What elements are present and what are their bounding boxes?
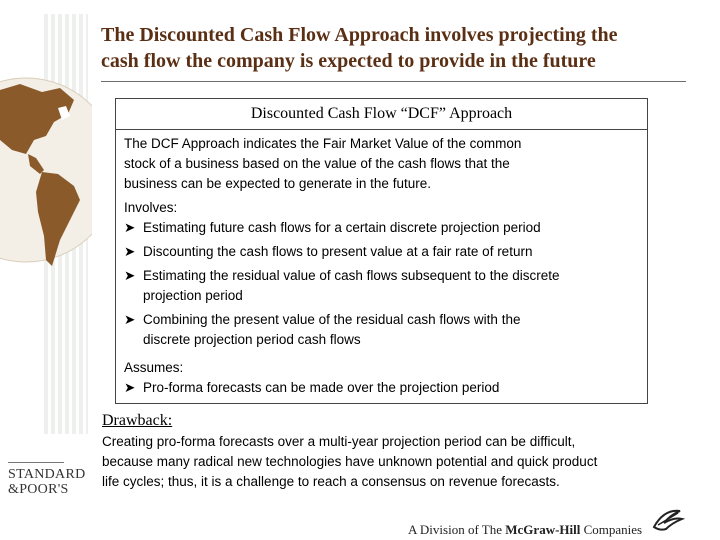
involves-item-text: Estimating the residual value of cash flows subsequent to the discrete [143, 268, 560, 283]
mcgraw-hill-logo-icon [650, 505, 686, 533]
mcgraw-hill-footer [408, 522, 642, 538]
involves-label: Involves: [124, 200, 178, 215]
drawback-heading: Drawback: [102, 412, 173, 429]
arrow-bullet-icon: ➤ [124, 268, 136, 283]
logo-line-1: STANDARD [8, 467, 86, 482]
title-divider [101, 81, 686, 82]
involves-item-text-continued: discrete projection period cash flows [143, 332, 361, 347]
footer-prefix: A Division of The [408, 522, 506, 537]
slide-title-line-2: cash flow the company is expected to provide in the future [101, 50, 596, 72]
footer-suffix: Companies [580, 522, 643, 537]
dcf-box-body [116, 130, 647, 398]
assumes-item [124, 378, 647, 398]
assumes-item-text: Pro-forma forecasts can be made over the projection period [143, 380, 500, 395]
dcf-definition-box [115, 98, 648, 404]
footer-brand: McGraw-Hill [505, 522, 581, 537]
involves-item-text: Estimating future cash flows for a certain discrete projection period [143, 220, 541, 235]
involves-item [124, 218, 647, 238]
decorative-left-strip [0, 0, 92, 540]
logo-rule [8, 462, 64, 463]
arrow-bullet-icon: ➤ [124, 380, 136, 395]
involves-item [124, 266, 647, 306]
slide-title-line-1: The Discounted Cash Flow Approach involves projecting the [101, 24, 618, 46]
dcf-box-heading: Discounted Cash Flow “DCF” Approach [116, 99, 647, 130]
assumes-label: Assumes: [124, 360, 184, 375]
intro-line: business can be expected to generate in the future. [124, 176, 431, 191]
arrow-bullet-icon: ➤ [124, 244, 136, 259]
intro-line: stock of a business based on the value of the cash flows that the [124, 156, 510, 171]
standard-and-poors-logo [8, 462, 88, 497]
involves-item-text: Combining the present value of the residual cash flows with the [143, 312, 521, 327]
drawback-line: life cycles; thus, it is a challenge to reach a consensus on revenue forecasts. [102, 474, 560, 489]
involves-item-text: Discounting the cash flows to present value at a fair rate of return [143, 244, 533, 259]
involves-item [124, 310, 647, 350]
globe-icon [0, 70, 92, 280]
involves-item-text-continued: projection period [143, 288, 243, 303]
intro-line: The DCF Approach indicates the Fair Market Value of the common [124, 136, 522, 151]
drawback-section [102, 410, 702, 492]
arrow-bullet-icon: ➤ [124, 312, 136, 327]
slide-title [101, 22, 701, 74]
logo-line-2: &POOR'S [8, 482, 69, 497]
arrow-bullet-icon: ➤ [124, 220, 136, 235]
drawback-line: because many radical new technologies have unknown potential and quick product [102, 454, 598, 469]
drawback-line: Creating pro-forma forecasts over a multi-year projection period can be difficult, [102, 434, 576, 449]
involves-item [124, 242, 647, 262]
